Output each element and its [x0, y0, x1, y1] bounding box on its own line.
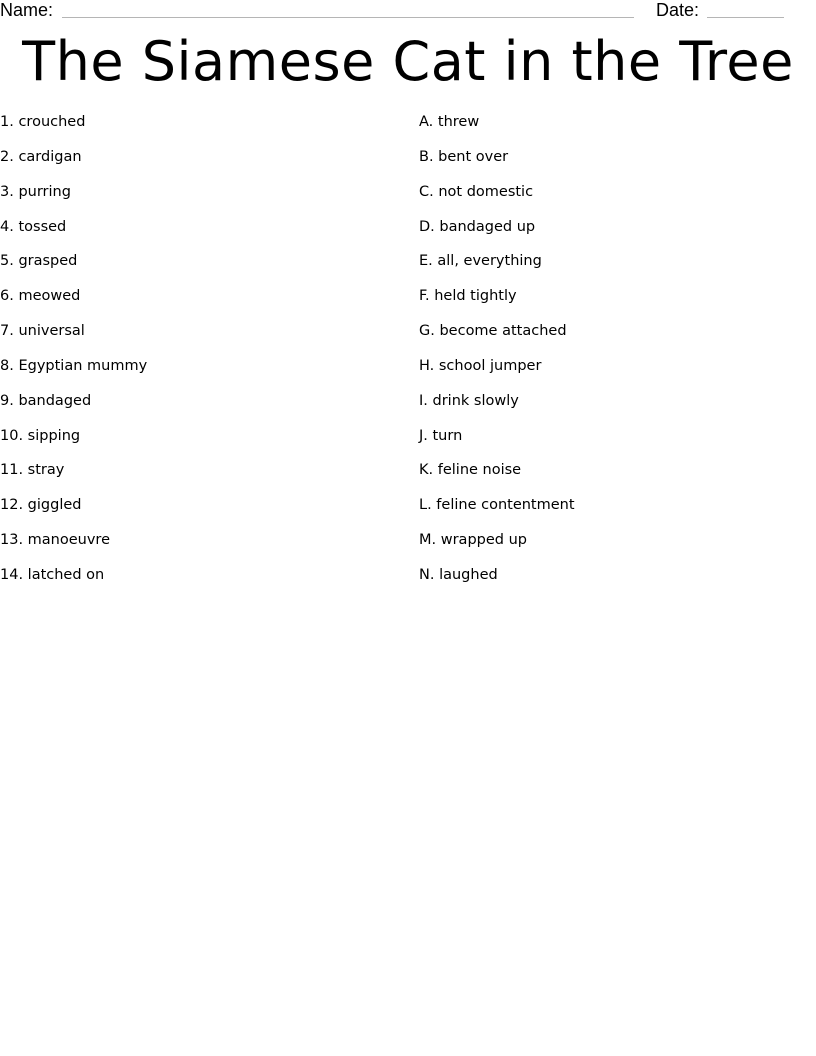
word-text: purring [18, 183, 71, 200]
definition-item [419, 215, 809, 250]
word-number: 3. [0, 183, 14, 200]
word-text: bandaged [18, 392, 92, 409]
word-text: grasped [18, 253, 78, 270]
definition-letter: B. [419, 148, 434, 165]
word-number: 10. [0, 427, 24, 444]
definition-text: held tightly [434, 288, 517, 305]
definition-item [419, 354, 809, 389]
word-text: latched on [27, 566, 105, 583]
date-blank-line [707, 17, 784, 18]
definition-text: feline contentment [436, 497, 575, 514]
word-text: sipping [27, 427, 81, 444]
definition-text: bandaged up [439, 218, 536, 235]
word-text: Egyptian mummy [18, 357, 148, 374]
word-item [0, 528, 400, 563]
word-item [0, 354, 400, 389]
word-number: 2. [0, 148, 14, 165]
definition-letter: G. [419, 323, 435, 340]
definition-text: feline noise [437, 462, 522, 479]
word-number: 14. [0, 566, 24, 583]
word-text: giggled [27, 497, 82, 514]
word-text: cardigan [18, 148, 82, 165]
word-item [0, 249, 400, 284]
word-text: stray [27, 462, 65, 479]
definition-list [419, 110, 809, 598]
definition-text: bent over [438, 148, 509, 165]
definition-item [419, 319, 809, 354]
name-blank-line [62, 17, 634, 18]
definition-text: wrapped up [440, 532, 527, 549]
word-text: meowed [18, 288, 81, 305]
definition-letter: F. [419, 288, 430, 305]
word-item [0, 215, 400, 250]
definition-item [419, 458, 809, 493]
definition-letter: E. [419, 253, 433, 270]
name-label: Name: [0, 0, 54, 20]
word-text: universal [18, 323, 85, 340]
definition-item [419, 424, 809, 459]
definition-letter: M. [419, 532, 437, 549]
word-number: 12. [0, 497, 24, 514]
definition-item [419, 389, 809, 424]
word-item [0, 424, 400, 459]
definition-text: all, everything [437, 253, 542, 270]
word-number: 6. [0, 288, 14, 305]
word-text: crouched [18, 114, 86, 130]
word-item [0, 145, 400, 180]
definition-text: become attached [439, 323, 567, 340]
word-item [0, 284, 400, 319]
definition-letter: A. [419, 114, 434, 130]
definition-item [419, 284, 809, 319]
definition-text: threw [437, 114, 480, 130]
definition-text: school jumper [438, 357, 542, 374]
word-list [0, 110, 400, 598]
definition-letter: H. [419, 357, 435, 374]
word-text: tossed [18, 218, 67, 235]
definition-letter: I. [419, 392, 428, 409]
word-number: 5. [0, 253, 14, 270]
definition-item [419, 180, 809, 215]
definition-letter: C. [419, 183, 434, 200]
definition-item [419, 249, 809, 284]
word-number: 8. [0, 357, 14, 374]
word-text: manoeuvre [27, 532, 110, 549]
date-label: Date: [656, 0, 700, 20]
word-item [0, 110, 400, 145]
definition-item [419, 528, 809, 563]
word-item [0, 563, 400, 598]
word-item [0, 493, 400, 528]
worksheet-header [0, 0, 816, 24]
worksheet-title: The Siamese Cat in the Tree [22, 30, 794, 93]
word-number: 9. [0, 392, 14, 409]
definition-text: drink slowly [432, 392, 519, 409]
definition-item [419, 493, 809, 528]
definition-letter: L. [419, 497, 432, 514]
word-number: 4. [0, 218, 14, 235]
word-number: 1. [0, 114, 14, 130]
definition-letter: N. [419, 566, 435, 583]
definition-text: turn [432, 427, 463, 444]
definition-item [419, 563, 809, 598]
definition-item [419, 110, 809, 145]
word-item [0, 458, 400, 493]
word-number: 7. [0, 323, 14, 340]
word-item [0, 319, 400, 354]
definition-letter: J. [419, 427, 428, 444]
word-item [0, 389, 400, 424]
word-item [0, 180, 400, 215]
definition-text: not domestic [438, 183, 534, 200]
word-number: 13. [0, 532, 24, 549]
definition-item [419, 145, 809, 180]
definition-letter: K. [419, 462, 434, 479]
word-number: 11. [0, 462, 24, 479]
definition-letter: D. [419, 218, 435, 235]
definition-text: laughed [439, 566, 498, 583]
